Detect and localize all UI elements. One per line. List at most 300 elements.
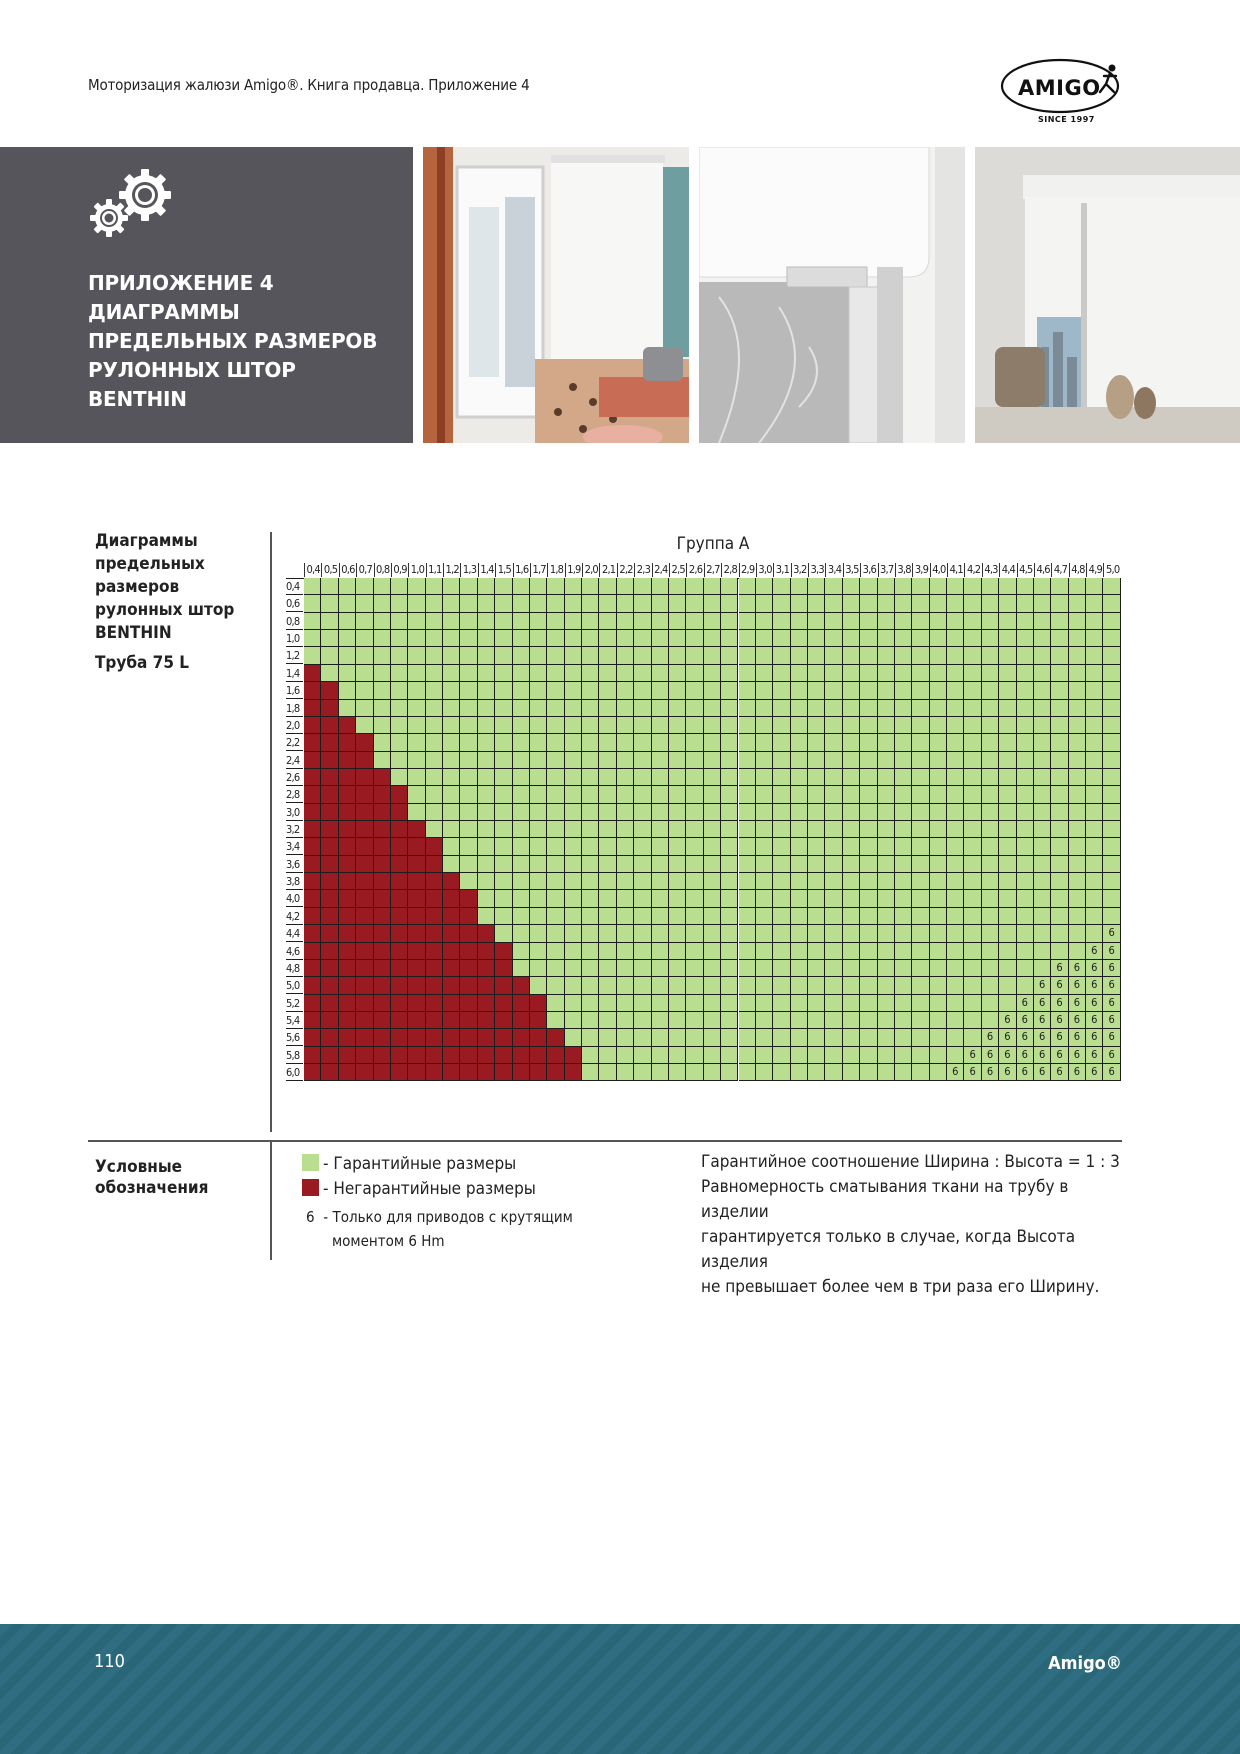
guaranteed-cell xyxy=(721,769,738,786)
guaranteed-cell xyxy=(460,856,477,873)
guaranteed-cell xyxy=(443,752,460,769)
guaranteed-cell xyxy=(547,578,564,595)
non-guaranteed-cell xyxy=(391,908,408,925)
guaranteed-cell xyxy=(773,630,790,647)
non-guaranteed-cell xyxy=(321,838,338,855)
guaranteed-cell: 6 xyxy=(1103,1029,1120,1046)
guaranteed-cell xyxy=(426,682,443,699)
guaranteed-cell xyxy=(321,665,338,682)
guaranteed-cell xyxy=(1034,595,1051,612)
guaranteed-cell xyxy=(443,578,460,595)
guaranteed-cell xyxy=(408,717,425,734)
guaranteed-cell xyxy=(825,821,842,838)
guaranteed-cell xyxy=(739,752,756,769)
non-guaranteed-cell xyxy=(321,1047,338,1064)
non-guaranteed-cell xyxy=(321,977,338,994)
hero-title-line: РУЛОННЫХ ШТОР xyxy=(88,358,296,382)
guaranteed-cell xyxy=(634,925,651,942)
guaranteed-cell xyxy=(1086,630,1103,647)
guaranteed-cell xyxy=(686,578,703,595)
guaranteed-cell xyxy=(825,943,842,960)
guaranteed-cell xyxy=(808,925,825,942)
guaranteed-cell xyxy=(1086,717,1103,734)
non-guaranteed-cell xyxy=(408,995,425,1012)
height-tick-label: 4,0 xyxy=(286,890,303,907)
guaranteed-cell xyxy=(843,925,860,942)
guaranteed-cell xyxy=(599,960,616,977)
guaranteed-cell xyxy=(1086,804,1103,821)
guaranteed-cell xyxy=(721,786,738,803)
non-guaranteed-cell xyxy=(478,1047,495,1064)
guaranteed-cell xyxy=(495,786,512,803)
guaranteed-cell xyxy=(426,734,443,751)
guaranteed-cell xyxy=(408,630,425,647)
guaranteed-cell xyxy=(582,1064,599,1081)
guaranteed-cell xyxy=(999,804,1016,821)
guaranteed-cell xyxy=(930,630,947,647)
guaranteed-cell xyxy=(460,717,477,734)
guaranteed-cell xyxy=(878,647,895,664)
guaranteed-cell xyxy=(582,960,599,977)
guaranteed-cell xyxy=(756,769,773,786)
guaranteed-cell xyxy=(825,682,842,699)
guaranteed-cell xyxy=(513,908,530,925)
guaranteed-cell xyxy=(825,1029,842,1046)
guaranteed-cell xyxy=(808,995,825,1012)
guaranteed-cell xyxy=(860,1012,877,1029)
guaranteed-cell xyxy=(930,769,947,786)
guaranteed-cell xyxy=(617,682,634,699)
guaranteed-cell xyxy=(1051,630,1068,647)
non-guaranteed-cell xyxy=(321,786,338,803)
guaranteed-cell xyxy=(495,838,512,855)
guaranteed-cell xyxy=(895,1029,912,1046)
guaranteed-cell xyxy=(947,804,964,821)
guaranteed-cell xyxy=(860,595,877,612)
guaranteed-cell xyxy=(582,821,599,838)
guaranteed-cell xyxy=(791,786,808,803)
guaranteed-cell xyxy=(704,856,721,873)
guaranteed-cell xyxy=(565,925,582,942)
guaranteed-cell xyxy=(686,925,703,942)
guaranteed-cell xyxy=(982,717,999,734)
guaranteed-cell xyxy=(460,700,477,717)
guaranteed-cell xyxy=(964,752,981,769)
guaranteed-cell xyxy=(756,734,773,751)
hero-title-line: BENTHIN xyxy=(88,387,187,411)
non-guaranteed-cell xyxy=(356,995,373,1012)
non-guaranteed-cell xyxy=(426,925,443,942)
guaranteed-cell xyxy=(860,943,877,960)
non-guaranteed-cell xyxy=(495,1047,512,1064)
guaranteed-cell xyxy=(1086,700,1103,717)
non-guaranteed-cell xyxy=(391,786,408,803)
non-guaranteed-cell xyxy=(304,838,321,855)
guaranteed-cell xyxy=(565,838,582,855)
guaranteed-cell: 6 xyxy=(982,1064,999,1081)
guaranteed-cell xyxy=(686,1012,703,1029)
guaranteed-cell xyxy=(513,943,530,960)
non-guaranteed-swatch xyxy=(302,1179,319,1196)
non-guaranteed-cell xyxy=(391,1029,408,1046)
chart-title: Группа А xyxy=(676,534,750,554)
non-guaranteed-cell xyxy=(547,1029,564,1046)
guaranteed-cell xyxy=(1034,821,1051,838)
guaranteed-cell xyxy=(652,1047,669,1064)
guaranteed-cell xyxy=(947,960,964,977)
guaranteed-cell xyxy=(843,769,860,786)
guaranteed-cell xyxy=(878,995,895,1012)
guaranteed-cell xyxy=(843,804,860,821)
guaranteed-cell xyxy=(999,752,1016,769)
guaranteed-cell xyxy=(878,769,895,786)
width-tick-label: 4,3 xyxy=(982,563,999,577)
non-guaranteed-cell xyxy=(443,1064,460,1081)
non-guaranteed-cell xyxy=(408,821,425,838)
width-tick-label: 1,0 xyxy=(408,563,425,577)
guaranteed-cell xyxy=(721,960,738,977)
guaranteed-cell xyxy=(443,717,460,734)
guaranteed-cell xyxy=(1051,821,1068,838)
guaranteed-cell xyxy=(1051,890,1068,907)
guaranteed-cell xyxy=(930,925,947,942)
non-guaranteed-cell xyxy=(304,717,321,734)
guaranteed-cell xyxy=(704,734,721,751)
guaranteed-cell xyxy=(947,786,964,803)
guaranteed-cell xyxy=(947,717,964,734)
guaranteed-cell xyxy=(982,995,999,1012)
non-guaranteed-cell xyxy=(565,1064,582,1081)
non-guaranteed-cell xyxy=(339,821,356,838)
guaranteed-cell xyxy=(495,665,512,682)
non-guaranteed-cell xyxy=(339,908,356,925)
guaranteed-cell xyxy=(443,769,460,786)
legend-heading-line: обозначения xyxy=(95,1178,209,1198)
guaranteed-cell xyxy=(930,682,947,699)
guaranteed-cell xyxy=(912,1012,929,1029)
guaranteed-cell xyxy=(582,908,599,925)
guaranteed-cell xyxy=(895,613,912,630)
guaranteed-cell xyxy=(999,977,1016,994)
guaranteed-cell xyxy=(513,682,530,699)
guaranteed-cell xyxy=(704,873,721,890)
guaranteed-cell xyxy=(634,873,651,890)
non-guaranteed-cell xyxy=(547,1064,564,1081)
guaranteed-cell xyxy=(530,613,547,630)
guaranteed-cell xyxy=(547,873,564,890)
guaranteed-cell xyxy=(825,578,842,595)
guaranteed-cell xyxy=(669,995,686,1012)
guaranteed-cell xyxy=(895,752,912,769)
guaranteed-cell xyxy=(669,786,686,803)
guaranteed-cell xyxy=(1103,665,1120,682)
non-guaranteed-cell xyxy=(391,960,408,977)
guaranteed-cell xyxy=(825,1012,842,1029)
guaranteed-cell xyxy=(843,960,860,977)
non-guaranteed-cell xyxy=(408,1029,425,1046)
non-guaranteed-cell xyxy=(426,856,443,873)
guaranteed-cell xyxy=(652,821,669,838)
guaranteed-cell xyxy=(825,995,842,1012)
guaranteed-cell xyxy=(982,821,999,838)
guaranteed-cell xyxy=(947,1012,964,1029)
guaranteed-cell xyxy=(947,578,964,595)
guaranteed-cell xyxy=(1034,734,1051,751)
non-guaranteed-cell xyxy=(408,925,425,942)
width-tick-label: 5,0 xyxy=(1103,563,1120,577)
guaranteed-cell xyxy=(321,578,338,595)
guaranteed-cell xyxy=(356,613,373,630)
non-guaranteed-cell xyxy=(391,838,408,855)
guaranteed-cell xyxy=(1017,943,1034,960)
guaranteed-cell xyxy=(669,943,686,960)
guaranteed-cell xyxy=(704,578,721,595)
guaranteed-cell xyxy=(860,838,877,855)
guaranteed-cell xyxy=(1103,578,1120,595)
guaranteed-cell xyxy=(912,856,929,873)
guaranteed-cell: 6 xyxy=(1086,1064,1103,1081)
guaranteed-cell xyxy=(1069,925,1086,942)
guaranteed-cell xyxy=(530,647,547,664)
non-guaranteed-cell xyxy=(304,925,321,942)
guaranteed-cell xyxy=(495,890,512,907)
guaranteed-cell xyxy=(1069,804,1086,821)
guaranteed-cell xyxy=(652,665,669,682)
guaranteed-cell: 6 xyxy=(1086,1012,1103,1029)
guaranteed-cell: 6 xyxy=(1017,1047,1034,1064)
guaranteed-cell xyxy=(930,595,947,612)
guaranteed-cell xyxy=(634,995,651,1012)
guaranteed-cell xyxy=(999,682,1016,699)
guaranteed-cell xyxy=(669,1064,686,1081)
diagram-caption-line: Диаграммы xyxy=(95,531,198,551)
guaranteed-cell xyxy=(686,647,703,664)
guaranteed-cell xyxy=(808,647,825,664)
guaranteed-cell xyxy=(513,578,530,595)
guaranteed-cell xyxy=(374,613,391,630)
guaranteed-cell xyxy=(930,995,947,1012)
guaranteed-cell xyxy=(704,1064,721,1081)
guaranteed-cell xyxy=(1034,613,1051,630)
guaranteed-cell: 6 xyxy=(1086,943,1103,960)
guaranteed-cell xyxy=(947,630,964,647)
guaranteed-cell xyxy=(791,804,808,821)
non-guaranteed-cell xyxy=(426,960,443,977)
width-tick-label: 1,5 xyxy=(495,563,512,577)
guaranteed-cell xyxy=(912,665,929,682)
height-tick-label: 4,4 xyxy=(286,925,303,942)
non-guaranteed-cell xyxy=(339,804,356,821)
guaranteed-cell xyxy=(1051,873,1068,890)
guaranteed-cell xyxy=(530,595,547,612)
guaranteed-cell xyxy=(756,995,773,1012)
non-guaranteed-cell xyxy=(321,752,338,769)
guaranteed-cell xyxy=(582,943,599,960)
non-guaranteed-cell xyxy=(408,1012,425,1029)
non-guaranteed-cell xyxy=(374,960,391,977)
non-guaranteed-cell xyxy=(321,890,338,907)
guaranteed-cell xyxy=(982,1012,999,1029)
guaranteed-cell xyxy=(599,630,616,647)
guaranteed-cell xyxy=(1069,682,1086,699)
guaranteed-cell xyxy=(843,734,860,751)
guaranteed-cell xyxy=(860,734,877,751)
guaranteed-cell xyxy=(721,804,738,821)
guaranteed-cell xyxy=(460,769,477,786)
guaranteed-cell xyxy=(1103,595,1120,612)
guaranteed-cell xyxy=(791,665,808,682)
guaranteed-cell xyxy=(686,734,703,751)
guaranteed-cell xyxy=(652,890,669,907)
guaranteed-cell xyxy=(895,1064,912,1081)
guaranteed-cell xyxy=(721,752,738,769)
guaranteed-cell xyxy=(426,821,443,838)
guaranteed-cell xyxy=(634,665,651,682)
guaranteed-cell xyxy=(739,769,756,786)
guaranteed-cell xyxy=(565,613,582,630)
guaranteed-cell xyxy=(1017,804,1034,821)
guaranteed-cell xyxy=(1051,925,1068,942)
guaranteed-cell xyxy=(495,734,512,751)
guaranteed-cell xyxy=(878,1064,895,1081)
guaranteed-cell xyxy=(686,769,703,786)
guaranteed-cell xyxy=(408,734,425,751)
guaranteed-cell xyxy=(374,717,391,734)
guaranteed-cell xyxy=(1017,890,1034,907)
guaranteed-cell xyxy=(1069,856,1086,873)
guaranteed-cell xyxy=(860,682,877,699)
guaranteed-cell xyxy=(895,977,912,994)
legend-guaranteed-label: - Гарантийные размеры xyxy=(323,1154,517,1174)
diagram-caption-line: предельных xyxy=(95,554,205,574)
guaranteed-cell xyxy=(495,873,512,890)
guaranteed-cell xyxy=(756,908,773,925)
guaranteed-cell xyxy=(739,890,756,907)
guaranteed-cell xyxy=(912,630,929,647)
guaranteed-cell xyxy=(634,1029,651,1046)
torque6-line1: - Только для приводов с крутящим xyxy=(323,1208,573,1226)
guaranteed-cell xyxy=(686,908,703,925)
guaranteed-cell xyxy=(721,630,738,647)
guaranteed-cell: 6 xyxy=(1017,995,1034,1012)
non-guaranteed-cell xyxy=(339,1029,356,1046)
guaranteed-cell xyxy=(895,665,912,682)
guaranteed-cell xyxy=(634,856,651,873)
guaranteed-swatch xyxy=(302,1154,319,1171)
guaranteed-cell xyxy=(374,630,391,647)
guaranteed-cell xyxy=(547,613,564,630)
guaranteed-cell xyxy=(721,977,738,994)
guaranteed-cell xyxy=(982,734,999,751)
height-tick-label: 5,4 xyxy=(286,1012,303,1029)
guaranteed-cell xyxy=(652,786,669,803)
guaranteed-cell xyxy=(930,665,947,682)
guaranteed-cell xyxy=(895,786,912,803)
guaranteed-cell xyxy=(1034,960,1051,977)
gears-icon xyxy=(88,167,178,239)
guaranteed-cell xyxy=(860,647,877,664)
guaranteed-cell xyxy=(617,960,634,977)
guaranteed-cell xyxy=(582,873,599,890)
non-guaranteed-cell xyxy=(321,856,338,873)
guaranteed-cell xyxy=(704,908,721,925)
non-guaranteed-cell xyxy=(530,1047,547,1064)
guaranteed-cell xyxy=(930,1029,947,1046)
guaranteed-cell xyxy=(756,977,773,994)
guaranteed-cell: 6 xyxy=(999,1047,1016,1064)
non-guaranteed-cell xyxy=(460,977,477,994)
guaranteed-cell xyxy=(530,925,547,942)
width-tick-label: 2,1 xyxy=(599,563,616,577)
guaranteed-cell xyxy=(321,647,338,664)
guaranteed-cell xyxy=(582,995,599,1012)
height-tick-label: 0,4 xyxy=(286,578,303,595)
guaranteed-cell xyxy=(530,908,547,925)
guaranteed-cell xyxy=(582,804,599,821)
non-guaranteed-cell xyxy=(495,977,512,994)
guaranteed-cell xyxy=(773,595,790,612)
guaranteed-cell xyxy=(878,908,895,925)
non-guaranteed-cell xyxy=(339,769,356,786)
guaranteed-cell xyxy=(912,960,929,977)
guaranteed-cell xyxy=(339,647,356,664)
guaranteed-cell xyxy=(860,752,877,769)
guaranteed-cell xyxy=(617,995,634,1012)
width-tick-label: 4,2 xyxy=(964,563,981,577)
guaranteed-cell xyxy=(895,943,912,960)
non-guaranteed-cell xyxy=(530,1029,547,1046)
guaranteed-cell xyxy=(1034,925,1051,942)
guaranteed-cell xyxy=(339,665,356,682)
guaranteed-cell xyxy=(791,821,808,838)
guaranteed-cell xyxy=(582,717,599,734)
guaranteed-cell xyxy=(739,856,756,873)
guaranteed-cell: 6 xyxy=(999,1029,1016,1046)
guaranteed-cell xyxy=(721,838,738,855)
width-tick-label: 2,8 xyxy=(721,563,738,577)
guaranteed-cell xyxy=(912,977,929,994)
guaranteed-cell xyxy=(999,786,1016,803)
guaranteed-cell xyxy=(530,838,547,855)
width-tick-label: 3,3 xyxy=(808,563,825,577)
guaranteed-cell xyxy=(756,1064,773,1081)
guaranteed-cell xyxy=(617,1029,634,1046)
guaranteed-cell xyxy=(547,804,564,821)
width-tick-label: 2,0 xyxy=(582,563,599,577)
guaranteed-cell xyxy=(1051,700,1068,717)
non-guaranteed-cell xyxy=(374,995,391,1012)
guaranteed-cell xyxy=(1103,890,1120,907)
guaranteed-cell xyxy=(547,734,564,751)
guaranteed-cell: 6 xyxy=(964,1047,981,1064)
guaranteed-cell xyxy=(1034,769,1051,786)
guaranteed-cell xyxy=(408,595,425,612)
guaranteed-cell: 6 xyxy=(1017,1064,1034,1081)
guaranteed-cell xyxy=(843,838,860,855)
guaranteed-cell xyxy=(704,943,721,960)
guaranteed-cell xyxy=(999,995,1016,1012)
guaranteed-cell xyxy=(999,717,1016,734)
guaranteed-cell xyxy=(669,1029,686,1046)
guaranteed-cell xyxy=(339,613,356,630)
guaranteed-cell xyxy=(1017,717,1034,734)
height-tick-label: 6,0 xyxy=(286,1064,303,1081)
photo3-illustration xyxy=(975,147,1240,443)
legend-guaranteed xyxy=(302,1154,516,1174)
torque6-line2: моментом 6 Нm xyxy=(332,1232,445,1250)
guaranteed-cell xyxy=(565,595,582,612)
guaranteed-cell xyxy=(791,578,808,595)
